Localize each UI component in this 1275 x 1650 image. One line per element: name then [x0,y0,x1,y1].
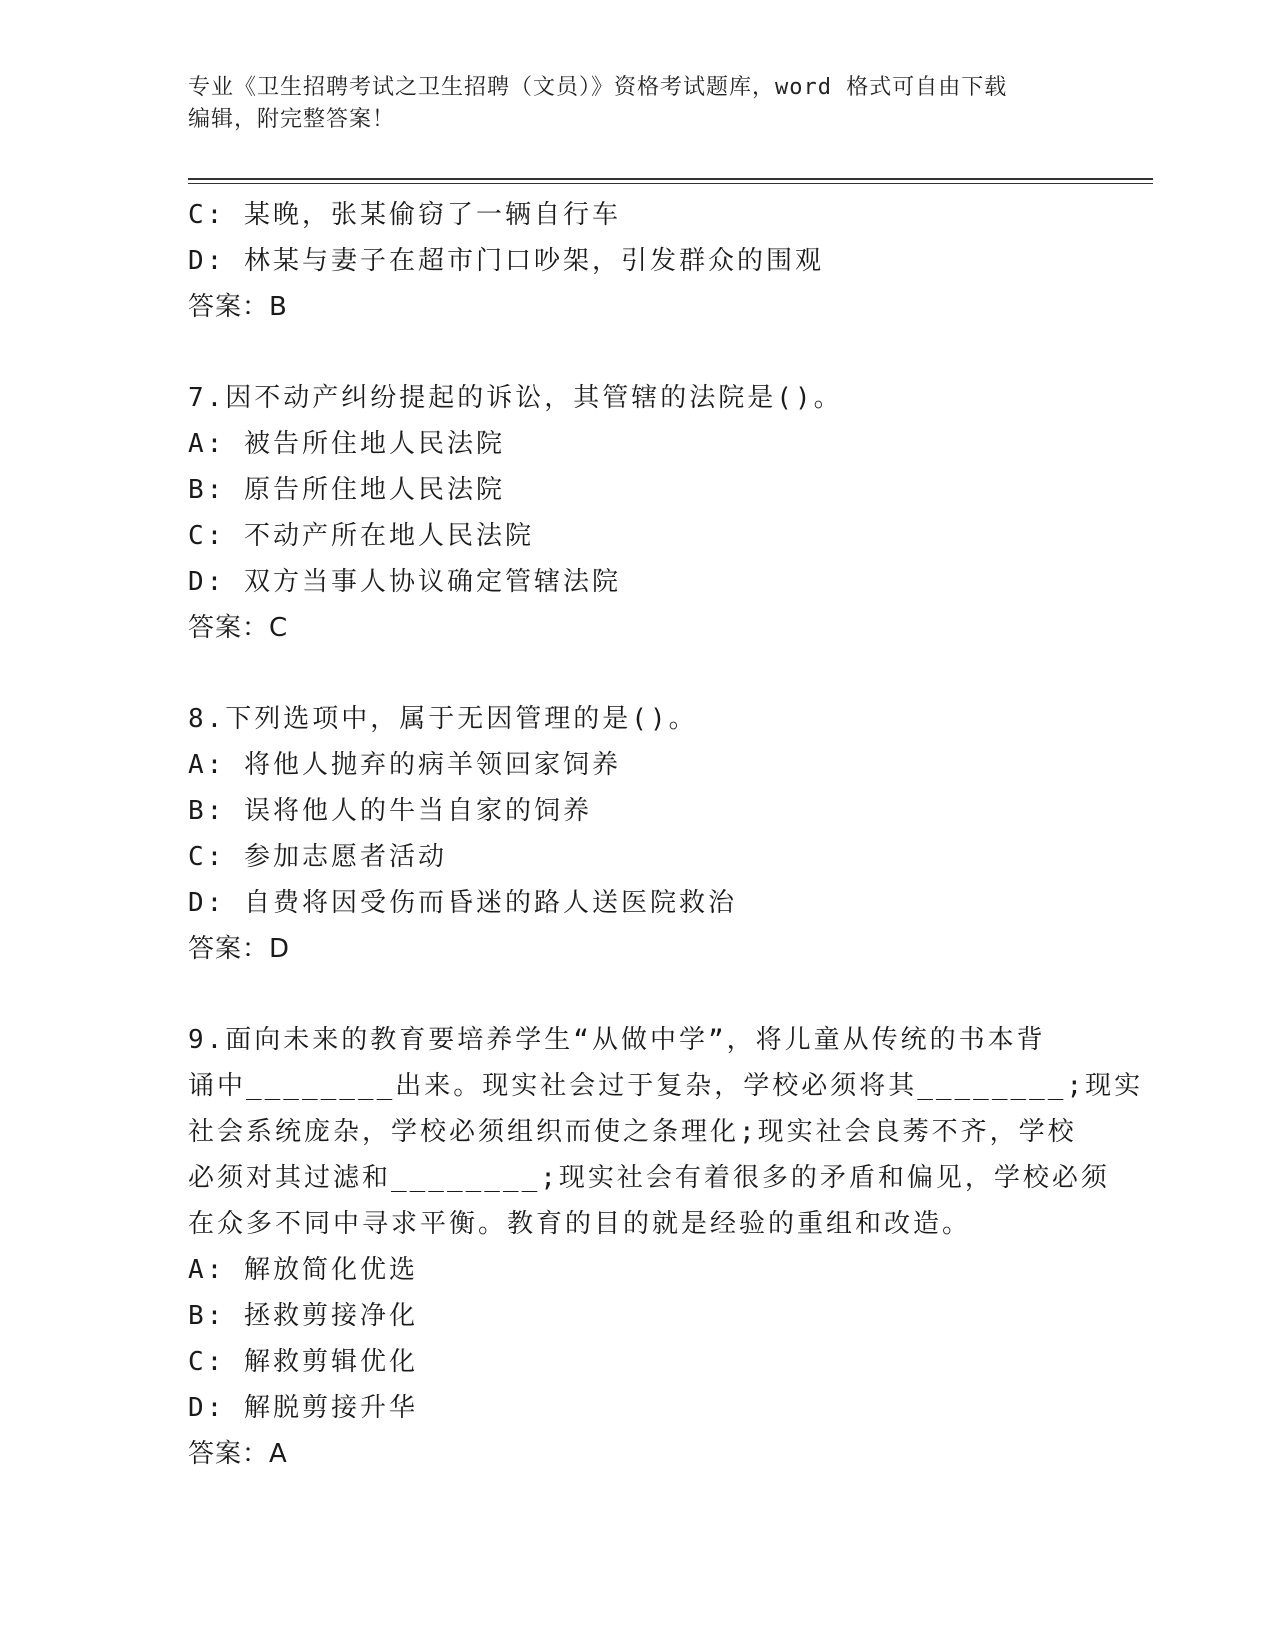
option-c: C: 某晚，张某偷窃了一辆自行车 [188,200,621,230]
question-8 [188,696,1088,972]
question-content [188,192,1144,1477]
option-c: C: 解救剪辑优化 [188,1347,418,1377]
question-stem-line: 社会系统庞杂，学校必须组织而使之条理化;现实社会良莠不齐，学校 [188,1117,1077,1147]
spacer [188,651,1088,696]
option-b: B: 原告所住地人民法院 [188,475,505,505]
header-line-2: 编辑，附完整答案！ [188,107,396,132]
question-stem-line: 9.面向未来的教育要培养学生“从做中学”，将儿童从传统的书本背 [188,1025,1046,1055]
header-line-1: 专业《卫生招聘考试之卫生招聘（文员）》资格考试题库，word 格式可自由下载 [188,75,1008,100]
question-stem-line: 诵中________出来。现实社会过于复杂，学校必须将其________;现实 [188,1071,1144,1101]
question-9 [188,1017,1144,1477]
option-b: B: 拯救剪接净化 [188,1301,418,1331]
header-rule-thin [188,183,1153,184]
spacer [188,972,1088,1017]
spacer [188,330,1088,375]
question-6-continuation [188,192,1088,330]
answer-line: 答案：B [188,292,288,322]
answer-line: 答案：C [188,613,289,643]
question-stem: 7.因不动产纠纷提起的诉讼，其管辖的法院是()。 [188,383,843,413]
answer-line: 答案：A [188,1439,288,1469]
header-rule-thick [188,178,1153,180]
option-d: D: 双方当事人协议确定管辖法院 [188,567,621,597]
option-a: A: 将他人抛弃的病羊领回家饲养 [188,750,621,780]
option-d: D: 自费将因受伤而昏迷的路人送医院救治 [188,888,737,918]
option-a: A: 解放简化优选 [188,1255,418,1285]
answer-line: 答案：D [188,934,291,964]
question-stem-line: 在众多不同中寻求平衡。教育的目的就是经验的重组和改造。 [188,1209,972,1239]
document-header [188,72,1068,136]
option-d: D: 解脱剪接升华 [188,1393,418,1423]
question-7 [188,375,1088,651]
option-c: C: 参加志愿者活动 [188,842,447,872]
option-c: C: 不动产所在地人民法院 [188,521,534,551]
option-a: A: 被告所住地人民法院 [188,429,505,459]
option-d: D: 林某与妻子在超市门口吵架，引发群众的围观 [188,246,824,276]
question-stem: 8.下列选项中，属于无因管理的是()。 [188,704,698,734]
question-stem-line: 必须对其过滤和________;现实社会有着很多的矛盾和偏见，学校必须 [188,1163,1110,1193]
option-b: B: 误将他人的牛当自家的饲养 [188,796,592,826]
